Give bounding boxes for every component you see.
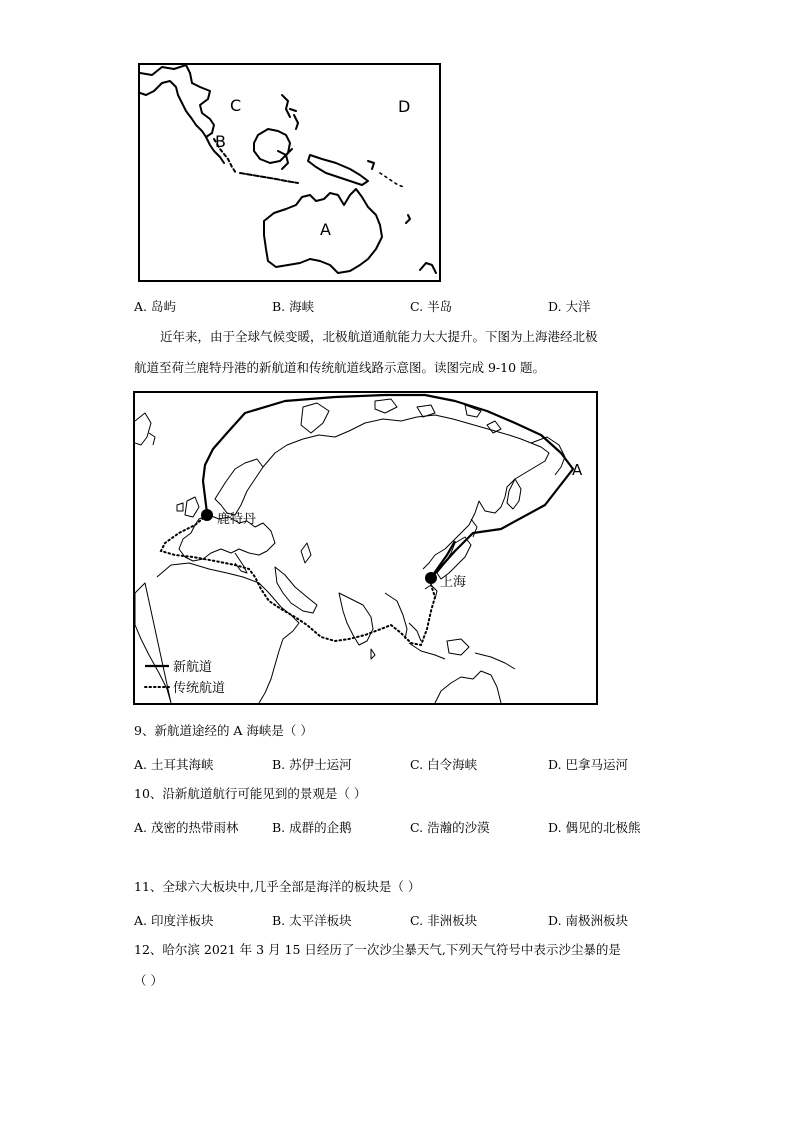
sulawesi <box>278 149 292 169</box>
q8-option-d: D. 大洋 <box>548 299 591 314</box>
map1-label-d: D <box>398 97 411 116</box>
intro-line-2: 航道至荷兰鹿特丹港的新航道和传统航道线路示意图。读图完成 9-10 题。 <box>134 360 546 375</box>
q10-option-c: C. 浩瀚的沙漠 <box>410 820 490 835</box>
q9-stem: 9、新航道途经的 A 海峡是（ ） <box>134 723 313 738</box>
new-guinea <box>308 155 368 185</box>
q10-stem: 10、沿新航道航行可能见到的景观是（ ） <box>134 786 367 801</box>
southeast-asia-map <box>138 63 441 282</box>
new-route-line <box>203 395 573 579</box>
indochina-coast <box>140 65 214 137</box>
borneo <box>254 129 290 163</box>
q8-option-a: A. 岛屿 <box>134 299 176 314</box>
legend-new-route: 新航道 <box>173 660 213 675</box>
q11-option-a: A. 印度洋板块 <box>134 913 214 928</box>
rotterdam-marker <box>201 509 213 521</box>
q12-stem: 12、哈尔滨 2021 年 3 月 15 日经历了一次沙尘暴天气,下列天气符号中表示沙尘暴的是 <box>134 942 621 957</box>
map1-label-b: B <box>215 132 226 151</box>
java <box>240 173 298 183</box>
strait-a-label: A <box>572 461 583 479</box>
q9-option-d: D. 巴拿马运河 <box>548 757 629 772</box>
q8-option-b: B. 海峡 <box>272 299 315 314</box>
map-legend <box>145 660 225 696</box>
map1-label-a: A <box>320 220 331 239</box>
q8-option-c: C. 半岛 <box>410 299 453 314</box>
traditional-route-line <box>161 515 435 645</box>
shanghai-label: 上海 <box>440 575 467 590</box>
q11-option-d: D. 南极洲板块 <box>548 913 629 928</box>
q10-option-d: D. 偶见的北极熊 <box>548 820 641 835</box>
q10-option-b: B. 成群的企鹅 <box>272 820 352 835</box>
q9-option-a: A. 土耳其海峡 <box>134 757 214 772</box>
q12-blank: （ ） <box>134 973 163 988</box>
intro-line-1: 近年来，由于全球气候变暖，北极航道通航能力大大提升。下图为上海港经北极 <box>160 329 598 344</box>
arctic-route-map <box>133 391 598 705</box>
q9-option-c: C. 白令海峡 <box>410 757 478 772</box>
q11-stem: 11、全球六大板块中,几乎全部是海洋的板块是（ ） <box>134 879 421 894</box>
q11-option-c: C. 非洲板块 <box>410 913 478 928</box>
shanghai-marker <box>425 572 437 584</box>
rotterdam-label: 鹿特丹 <box>217 512 257 527</box>
q11-option-b: B. 太平洋板块 <box>272 913 352 928</box>
legend-traditional-route: 传统航道 <box>173 681 226 696</box>
q10-option-a: A. 茂密的热带雨林 <box>134 820 239 835</box>
philippines <box>282 95 298 129</box>
q9-option-b: B. 苏伊士运河 <box>272 757 352 772</box>
map1-label-c: C <box>230 96 242 115</box>
